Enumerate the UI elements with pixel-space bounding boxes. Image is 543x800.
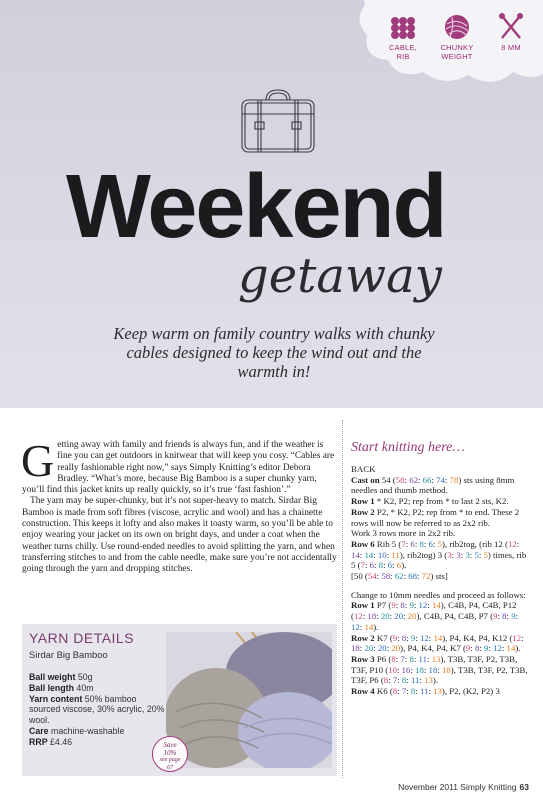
- pattern-column: [342, 420, 533, 778]
- yarn-spec-list: [29, 672, 169, 748]
- drop-cap: G: [21, 435, 55, 486]
- standfirst: Keep warm on family country walks with chunky cables designed to keep the wind out and the warmth in!: [113, 324, 435, 381]
- pattern-line: Row 2 P2, * K2, P2; rep from * to end. These 2 rows will now be referred to as 2x2 rib.: [351, 506, 520, 528]
- pattern-line: [50 (54: 58: 62: 68: 72) sts]: [351, 571, 448, 582]
- badge-chunky: [437, 10, 477, 61]
- paragraph: [21, 435, 337, 496]
- pattern-line: Change to 10mm needles and proceed as follows:: [351, 589, 526, 600]
- content-row: Yarn content 50% bamboo sourced viscose, 30% acrylic, 20% wool.: [29, 693, 165, 726]
- yarn-name: Sirdar Big Bamboo: [29, 649, 108, 660]
- care-row: Care machine-washable: [29, 725, 125, 736]
- yarn-balls-image: [166, 632, 332, 768]
- yarn-photo: [166, 632, 332, 768]
- badge-label: CABLE, RIB: [389, 43, 417, 61]
- pattern-line: Cast on 54 (58: 62: 66: 74: 78) sts using 8mm needles and thumb method.: [351, 474, 515, 496]
- rrp-row: RRP £4.46: [29, 736, 73, 747]
- page-number: 63: [519, 782, 529, 792]
- section-back: BACK: [351, 464, 376, 474]
- pattern-line: Row 4 K6 (8: 7: 8: 11: 13), P2, (K2, P2) 3: [351, 686, 500, 697]
- badges-row: [383, 10, 531, 61]
- badge-label: CHUNKY WEIGHT: [440, 43, 474, 61]
- badge-needles: [491, 10, 531, 61]
- suitcase-icon: [236, 86, 320, 160]
- page-footer: [398, 782, 529, 792]
- paragraph: The yarn may be super-chunky, but it’s not super-heavy to match. Sirdar Big Bamboo is made from soft fibres (viscose, acrylic and wool) and has a chainette construction. This keeps it lofty and also makes it toasty warm, so you’ll be able to enjoy wearing your jacket on its own on bright days, and under a coat when the weather turns chilly. Use round-ended needles to avoid splitting the yarn, and when transferring stitches to and from the cable needle, make sure you’re not accidentally going through the yarn and dropping stitches.: [22, 496, 337, 575]
- badge-cable-rib: [383, 10, 423, 61]
- save-stamp: Save 10% see page 67: [152, 736, 188, 772]
- ball-length-row: Ball length 40m: [29, 682, 94, 693]
- pattern-line: Row 1 * K2, P2; rep from * to last 2 sts, K2.: [351, 496, 509, 507]
- ball-weight-row: Ball weight 50g: [29, 672, 93, 682]
- page-subtitle: getaway: [238, 248, 442, 304]
- pattern-line: Row 1 P7 (9: 8: 9: 12: 14), C4B, P4, C4B, P12 (12: 18: 20: 20: 20), C4B, P4, C4B, P7 (9: 8: 9: 12: 14).: [351, 600, 519, 632]
- paragraph-text: etting away with family and friends is always fun, and if the weather is fine you can get outdoors in knitwear that will keep you cosy. “Cables are really fashionable right now,” says Simply Knitting’s editor Debora Bradley. “What’s more, because Big Bamboo is a super chunky yarn, you’ll find this jacket knits up really quickly, so it’s true ‘fast fashion’.”: [22, 440, 335, 496]
- needles-icon: [498, 12, 524, 40]
- yarn-heading: YARN DETAILS: [29, 630, 135, 646]
- cable-swatch-icon: [390, 14, 416, 40]
- pattern-line: Row 3 P6 (8: 7: 8: 11: 13), T3B, T3F, P2, T3B, T3F, P10 (10: 16: 18: 18: 18), T3B, T3F, P2, T3B, T3F, P6 (8: 7: 8: 11: 13).: [351, 653, 528, 686]
- pattern-line: Work 3 rows more in 2x2 rib.: [351, 528, 456, 539]
- page-title: Weekend: [66, 157, 446, 257]
- yarn-ball-icon: [444, 14, 470, 40]
- article-body: [21, 435, 337, 576]
- pattern-heading: Start knitting here…: [351, 440, 465, 455]
- pattern-line: Row 2 K7 (9: 8: 9: 12: 14), P4, K4, P4, K12 (12: 18: 20: 20: 20), P4, K4, P4, K7 (9: 8: 9: 12: 14).: [351, 632, 524, 654]
- badge-label: 8 MM: [501, 43, 521, 52]
- pattern-text: [351, 464, 531, 697]
- footer-issue: November 2011 Simply Knitting: [398, 782, 517, 792]
- pattern-line: Row 6 Rib 5 (7: 6: 8: 6: 5), rib2tog, (rib 12 (12: 14: 14: 10: 11), rib2tog) 3 (3: 3: 3: 5: 5) times, rib 5 (7: 6: 8: 6: 6).: [351, 538, 527, 571]
